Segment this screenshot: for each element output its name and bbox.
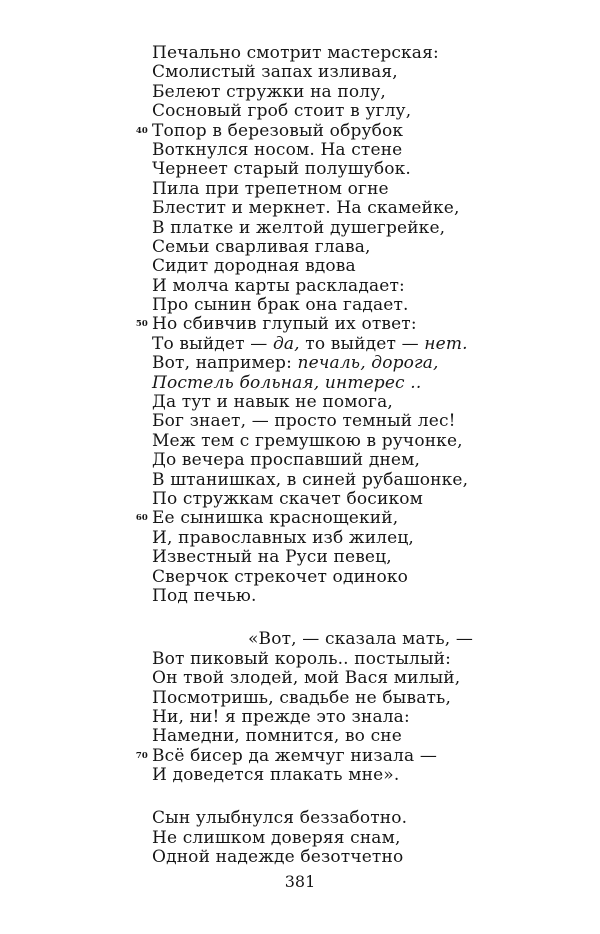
- italic-fragment: нет.: [424, 333, 468, 354]
- verse-text: Ее сынишка краснощекий,: [152, 508, 399, 529]
- verse-line: [152, 219, 552, 238]
- verse-line: [152, 490, 552, 509]
- verse-text: Печально смотрит мастерская:: [152, 43, 439, 63]
- verse-line: [135, 745, 552, 766]
- verse-text: Бог знает, — просто темный лес!: [152, 411, 456, 432]
- verse-line: [152, 848, 552, 867]
- verse-line: [152, 432, 552, 451]
- verse-line: [152, 587, 552, 606]
- verse-text: «Вот, — сказала мать, —: [248, 629, 474, 650]
- italic-fragment: печаль, дорога,: [297, 353, 439, 374]
- verse-text: Да тут и навык не помога,: [152, 392, 393, 413]
- verse-text: Посмотришь, свадьбе не бывать,: [152, 687, 452, 708]
- stanza-break: [152, 606, 552, 630]
- verse-line: [152, 766, 552, 785]
- verse-text: Вот пиковый король.. постылый:: [152, 648, 452, 669]
- stanza-break: [152, 785, 552, 809]
- verse-line: [152, 650, 552, 669]
- verse-line: [152, 296, 552, 315]
- verse-text: И, православных изб жилец,: [152, 527, 414, 548]
- verse-line: [152, 689, 552, 708]
- verse-text: Пила при трепетном огне: [152, 178, 389, 199]
- verse-line: [152, 199, 552, 218]
- verse-line: [152, 180, 552, 199]
- verse-text: Ни, ни! я прежде это знала:: [152, 706, 410, 727]
- verse-line: [152, 412, 552, 431]
- verse-text: Под печью.: [152, 585, 257, 606]
- verse-text: Одной надежде безотчетно: [152, 847, 404, 868]
- text-fragment: то выйдет —: [299, 333, 425, 354]
- verse-line: [152, 257, 552, 276]
- verse-text: Не слишком доверяя снам,: [152, 827, 401, 848]
- verse-text: Семьи сварливая глава,: [152, 236, 371, 257]
- verse-line: [152, 160, 552, 179]
- line-number: 60: [135, 513, 148, 524]
- verse-text: Меж тем с гремушкою в ручонке,: [152, 430, 463, 451]
- verse-line: [152, 829, 552, 848]
- verse-text: До вечера проспавший днем,: [152, 450, 421, 471]
- verse-line: [152, 238, 552, 257]
- poem-text: [135, 43, 552, 868]
- verse-text: Белеют стружки на полу,: [152, 81, 386, 102]
- verse-text: Сидит дородная вдова: [152, 256, 356, 277]
- verse-text: Всё бисер да жемчуг низала —: [152, 745, 437, 766]
- verse-line: [152, 568, 552, 587]
- verse-text: Воткнулся носом. На стене: [152, 139, 403, 160]
- verse-line: [152, 102, 552, 121]
- verse-text: В штанишках, в синей рубашонке,: [152, 469, 469, 490]
- verse-line: [152, 809, 552, 828]
- verse-text: Сосновый гроб стоит в углу,: [152, 101, 412, 122]
- verse-line: [152, 335, 552, 354]
- verse-text-mixed: [152, 334, 468, 354]
- verse-text: Сын улыбнулся беззаботно.: [152, 808, 408, 829]
- verse-text: Смолистый запах изливая,: [152, 62, 398, 83]
- verse-text: И доведется плакать мне».: [152, 765, 400, 786]
- verse-line: [152, 727, 552, 746]
- verse-line: [152, 44, 552, 63]
- verse-line: [152, 141, 552, 160]
- verse-line: [152, 471, 552, 490]
- verse-text: Намедни, помнится, во сне: [152, 726, 402, 747]
- page-number: 381: [284, 872, 316, 891]
- verse-text-mixed: [152, 373, 421, 393]
- verse-line: [152, 451, 552, 470]
- verse-text: Известный на Руси певец,: [152, 547, 392, 568]
- verse-line: [152, 708, 552, 727]
- verse-line: [135, 120, 552, 141]
- line-number: 40: [135, 125, 148, 136]
- verse-line: [152, 529, 552, 548]
- verse-line: [135, 508, 552, 529]
- verse-text: Сверчок стрекочет одиноко: [152, 566, 409, 587]
- text-fragment: То выйдет —: [152, 333, 273, 354]
- verse-text-mixed: [152, 353, 439, 373]
- verse-text: Чернеет старый полушубок.: [152, 159, 411, 180]
- verse-text: И молча карты раскладает:: [152, 275, 405, 296]
- verse-text: Про сынин брак она гадает.: [152, 295, 409, 316]
- line-number: 70: [135, 750, 148, 761]
- verse-text: Но сбивчив глупый их ответ:: [152, 314, 417, 335]
- verse-text: Он твой злодей, мой Вася милый,: [152, 668, 461, 689]
- verse-line: [152, 83, 552, 102]
- verse-line: [152, 374, 552, 393]
- verse-text: Топор в березовый обрубок: [152, 120, 404, 141]
- line-number: 50: [135, 319, 148, 330]
- verse-text: По стружкам скачет босиком: [152, 488, 423, 509]
- verse-line: [135, 314, 552, 335]
- verse-line: [152, 354, 552, 373]
- verse-line: [152, 548, 552, 567]
- verse-line: [152, 63, 552, 82]
- text-fragment: Вот, например:: [152, 353, 298, 374]
- verse-text: Блестит и меркнет. На скамейке,: [152, 198, 460, 219]
- verse-line: [152, 277, 552, 296]
- italic-fragment: да,: [272, 333, 300, 354]
- verse-line: [152, 669, 552, 688]
- verse-line: [152, 630, 552, 649]
- verse-line: [152, 393, 552, 412]
- verse-text: В платке и желтой душегрейке,: [152, 217, 446, 238]
- italic-fragment: Постель больная, интерес ..: [152, 372, 422, 393]
